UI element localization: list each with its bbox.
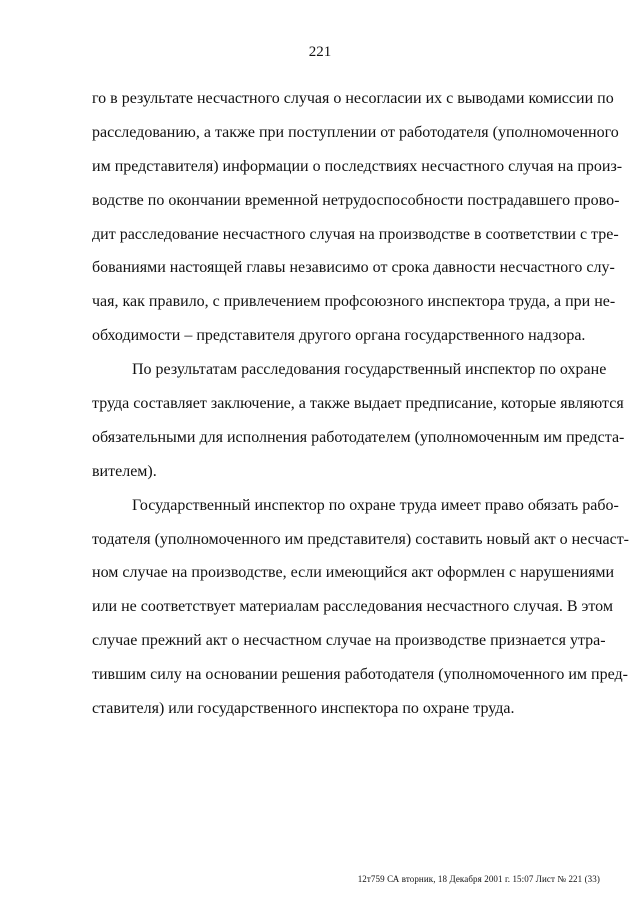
text-line: вителем). [92,462,157,480]
paragraph-first-line: По результатам расследования государственный инспектор по охране [132,361,607,379]
text-line: случае прежний акт о несчастном случае на производстве признается утра- [92,632,606,650]
paragraph-first-line: Государственный инспектор по охране труда имеет право обязать рабо- [132,496,619,514]
page-number: 221 [308,44,332,60]
text-line: расследованию, а также при поступлении от работодателя (уполномоченного [92,123,619,141]
text-line: ном случае на производстве, если имеющийся акт оформлен с нарушениями [92,564,615,582]
page-footer: 12т759 СА вторник, 18 Декабря 2001 г. 15:07 Лист № 221 (33) [357,874,600,884]
body-text [92,82,630,726]
text-line: бованиями настоящей главы независимо от срока давности несчастного слу- [92,259,615,277]
text-line: обязательными для исполнения работодателем (уполномоченным им предста- [92,428,625,446]
text-line: обходимости – представителя другого органа государственного надзора. [92,327,586,345]
text-line: дит расследование несчастного случая на производстве в соответствии с тре- [92,225,619,243]
text-line: водстве по окончании временной нетрудоспособности пострадавшего прово- [92,191,620,209]
text-line: го в результате несчастного случая о несогласии их с выводами комиссии по [92,90,614,107]
text-line: ставителя) или государственного инспектора по охране труда. [92,700,515,718]
text-line: чая, как правило, с привлечением профсоюзного инспектора труда, а при не- [92,293,616,311]
text-line: им представителя) информации о последствиях несчастного случая на произ- [92,157,623,175]
text-line: тодателя (уполномоченного им представителя) составить новый акт о несчаст- [92,530,630,548]
text-line: труда составляет заключение, а также выдает предписание, которые являются [92,395,624,413]
text-line: или не соответствует материалам расследования несчастного случая. В этом [92,598,613,616]
text-line: тившим силу на основании решения работодателя (уполномоченного им пред- [92,666,628,684]
